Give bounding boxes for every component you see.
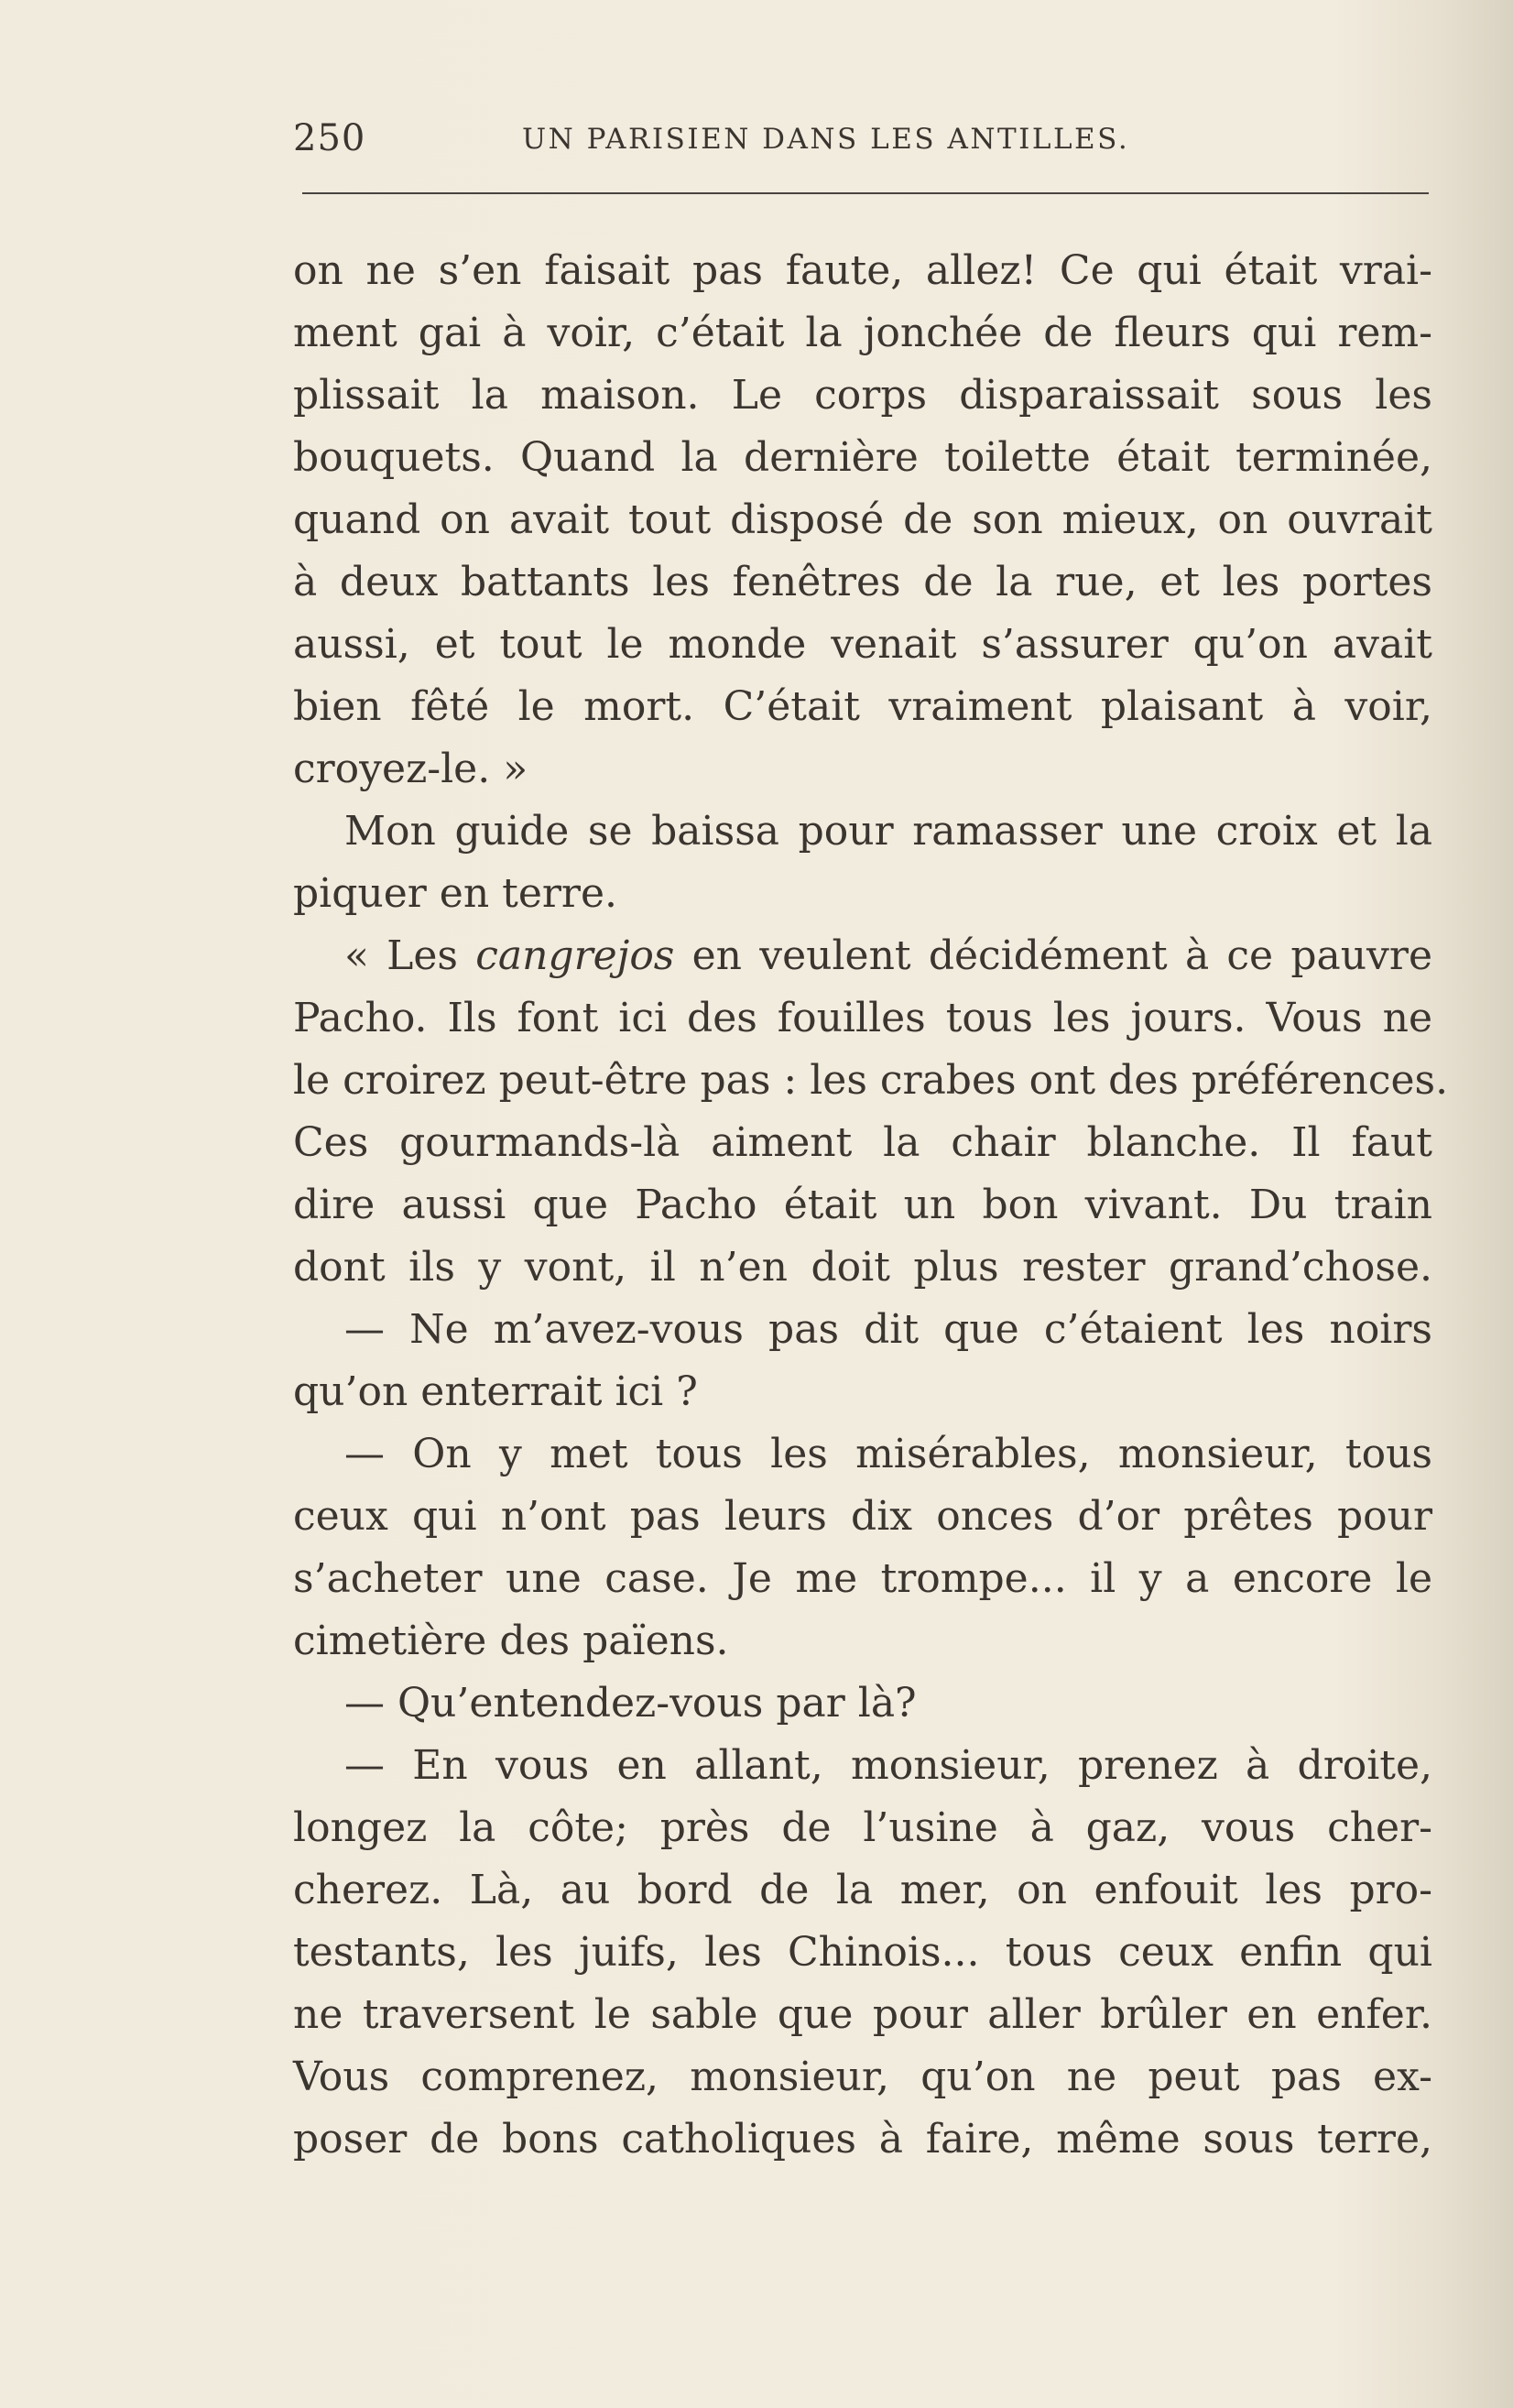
text-line: dire aussi que Pacho était un bon vivant. Du train xyxy=(293,1182,1432,1228)
line-segment: « Les xyxy=(344,932,476,979)
header-rule xyxy=(302,192,1429,194)
text-line: plissait la maison. Le corps disparaissait sous les xyxy=(293,372,1432,419)
text-line: cimetière des païens. xyxy=(293,1618,729,1664)
text-line: dont ils y vont, il n’en doit plus rester grand’chose. xyxy=(293,1244,1432,1291)
text-line: testants, les juifs, les Chinois... tous ceux enfin qui xyxy=(293,1929,1432,1976)
text-line: Vous comprenez, monsieur, qu’on ne peut pas ex- xyxy=(293,2054,1432,2100)
text-line: ne traversent le sable que pour aller brûler en enfer. xyxy=(293,1991,1432,2038)
text-line: quand on avait tout disposé de son mieux, on ouvrait xyxy=(293,496,1432,543)
italic-word: cangrejos xyxy=(475,932,675,979)
text-line: poser de bons catholiques à faire, même sous terre, xyxy=(293,2116,1432,2163)
text-line: bouquets. Quand la dernière toilette était terminée, xyxy=(293,434,1432,481)
text-line: — Ne m’avez-vous pas dit que c’étaient les noirs xyxy=(344,1306,1432,1353)
text-line: s’acheter une case. Je me trompe... il y a encore le xyxy=(293,1555,1432,1602)
text-line: Ces gourmands-là aiment la chair blanche. Il faut xyxy=(293,1119,1432,1166)
text-line: on ne s’en faisait pas faute, allez! Ce qui était vrai- xyxy=(293,247,1432,294)
text-line: ceux qui n’ont pas leurs dix onces d’or prêtes pour xyxy=(293,1493,1432,1540)
text-line: bien fêté le mort. C’était vraiment plaisant à voir, xyxy=(293,683,1432,730)
running-head xyxy=(293,117,1429,163)
text-line: ment gai à voir, c’était la jonchée de fleurs qui rem- xyxy=(293,310,1432,356)
text-line: Mon guide se baissa pour ramasser une croix et la xyxy=(344,808,1432,855)
text-line: piquer en terre. xyxy=(293,870,617,917)
line-segment: en veulent décidément à ce pauvre xyxy=(674,932,1432,979)
text-line: le croirez peut-être pas : les crabes ont des préférences. xyxy=(293,1057,1449,1104)
text-line: Pacho. Ils font ici des fouilles tous les jours. Vous ne xyxy=(293,995,1432,1041)
text-line: croyez-le. » xyxy=(293,746,528,792)
book-title: UN PARISIEN DANS LES ANTILLES. xyxy=(522,123,1130,156)
text-line: — On y met tous les misérables, monsieur, tous xyxy=(344,1431,1432,1477)
text-line: aussi, et tout le monde venait s’assurer qu’on avait xyxy=(293,621,1432,668)
text-line: à deux battants les fenêtres de la rue, et les portes xyxy=(293,559,1432,605)
text-line xyxy=(293,925,1432,987)
text-line: cherez. Là, au bord de la mer, on enfouit les pro- xyxy=(293,1867,1432,1913)
body-text xyxy=(293,240,1449,2171)
text-line: — En vous en allant, monsieur, prenez à droite, xyxy=(344,1742,1432,1789)
text-line: longez la côte; près de l’usine à gaz, vous cher- xyxy=(293,1804,1432,1851)
text-line: — Qu’entendez-vous par là? xyxy=(344,1680,917,1727)
page-number: 250 xyxy=(293,117,366,159)
text-line: qu’on enterrait ici ? xyxy=(293,1368,698,1415)
